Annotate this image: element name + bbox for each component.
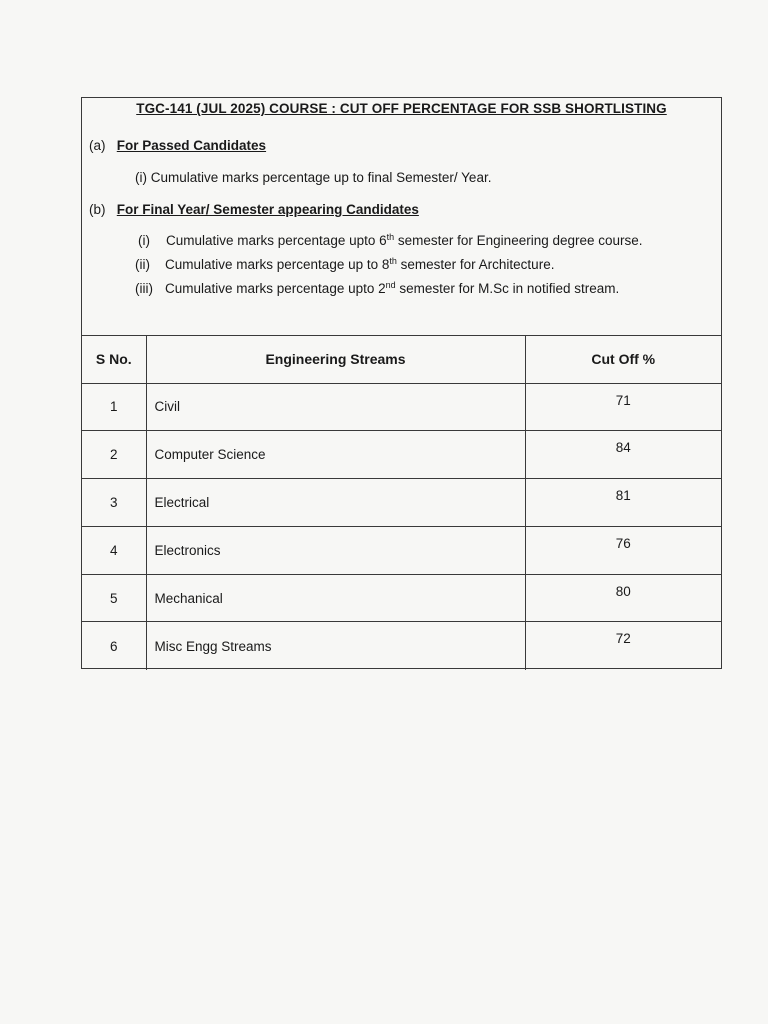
item-text-post: semester for Architecture. bbox=[396, 257, 555, 272]
table-row bbox=[82, 574, 721, 622]
cell-stream: Mechanical bbox=[146, 574, 525, 622]
cell-sno: 3 bbox=[82, 479, 146, 527]
cell-cutoff: 80 bbox=[525, 574, 721, 622]
cell-stream: Civil bbox=[146, 383, 525, 431]
cell-sno: 5 bbox=[82, 574, 146, 622]
section-a-marker: (a) bbox=[89, 138, 106, 153]
section-b-heading: For Final Year/ Semester appearing Candidates bbox=[116, 202, 419, 217]
cell-cutoff: 72 bbox=[615, 631, 631, 647]
section-b-item bbox=[135, 281, 619, 296]
cell-cutoff: 71 bbox=[525, 383, 721, 431]
item-number: (i) bbox=[135, 170, 147, 185]
cell-sno: 4 bbox=[82, 526, 146, 574]
item-text-pre: Cumulative marks percentage upto 2 bbox=[165, 281, 386, 296]
item-text-sup: th bbox=[386, 232, 395, 242]
cell-sno: 1 bbox=[82, 383, 146, 431]
cell-cutoff: 81 bbox=[525, 479, 721, 527]
item-number: (i) bbox=[138, 233, 150, 248]
cell-cutoff: 76 bbox=[525, 526, 721, 574]
item-number: (iii) bbox=[135, 281, 153, 296]
item-text: Cumulative marks percentage up to final Semester/ Year. bbox=[150, 170, 492, 185]
cell-stream: Misc Engg Streams bbox=[146, 622, 525, 670]
item-text-pre: Cumulative marks percentage up to 8 bbox=[165, 257, 390, 272]
section-a-heading-line bbox=[89, 138, 266, 153]
section-a-heading: For Passed Candidates bbox=[116, 138, 267, 153]
item-text-post: semester for Engineering degree course. bbox=[394, 233, 643, 248]
cell-stream: Computer Science bbox=[146, 431, 525, 479]
eligibility-section bbox=[82, 98, 721, 336]
table-row bbox=[82, 431, 721, 479]
item-text-sup: nd bbox=[385, 280, 396, 290]
cell-sno: 6 bbox=[82, 622, 146, 670]
table-header-row bbox=[82, 336, 721, 383]
header-stream: Engineering Streams bbox=[146, 336, 525, 383]
cutoff-table bbox=[82, 336, 721, 670]
section-b-item bbox=[135, 257, 554, 272]
cell-stream: Electrical bbox=[146, 479, 525, 527]
cutoff-notice-box bbox=[81, 97, 722, 669]
section-a-item bbox=[135, 170, 491, 185]
table-row bbox=[82, 479, 721, 527]
cell-cutoff: 84 bbox=[525, 431, 721, 479]
item-number: (ii) bbox=[135, 257, 150, 272]
table-row bbox=[82, 622, 721, 670]
item-text-pre: Cumulative marks percentage upto 6 bbox=[166, 233, 387, 248]
cell-stream: Electronics bbox=[146, 526, 525, 574]
section-b-heading-line bbox=[89, 202, 419, 217]
table-row bbox=[82, 383, 721, 431]
document-title: TGC-141 (JUL 2025) COURSE : CUT OFF PERCENTAGE FOR SSB SHORTLISTING bbox=[136, 101, 667, 116]
item-text-sup: th bbox=[389, 256, 397, 266]
section-b-item bbox=[138, 233, 643, 248]
header-sno: S No. bbox=[82, 336, 146, 383]
header-cutoff: Cut Off % bbox=[525, 336, 721, 383]
table-row bbox=[82, 526, 721, 574]
item-text-post: semester for M.Sc in notified stream. bbox=[395, 281, 620, 296]
cell-sno: 2 bbox=[82, 431, 146, 479]
section-b-marker: (b) bbox=[89, 202, 106, 217]
